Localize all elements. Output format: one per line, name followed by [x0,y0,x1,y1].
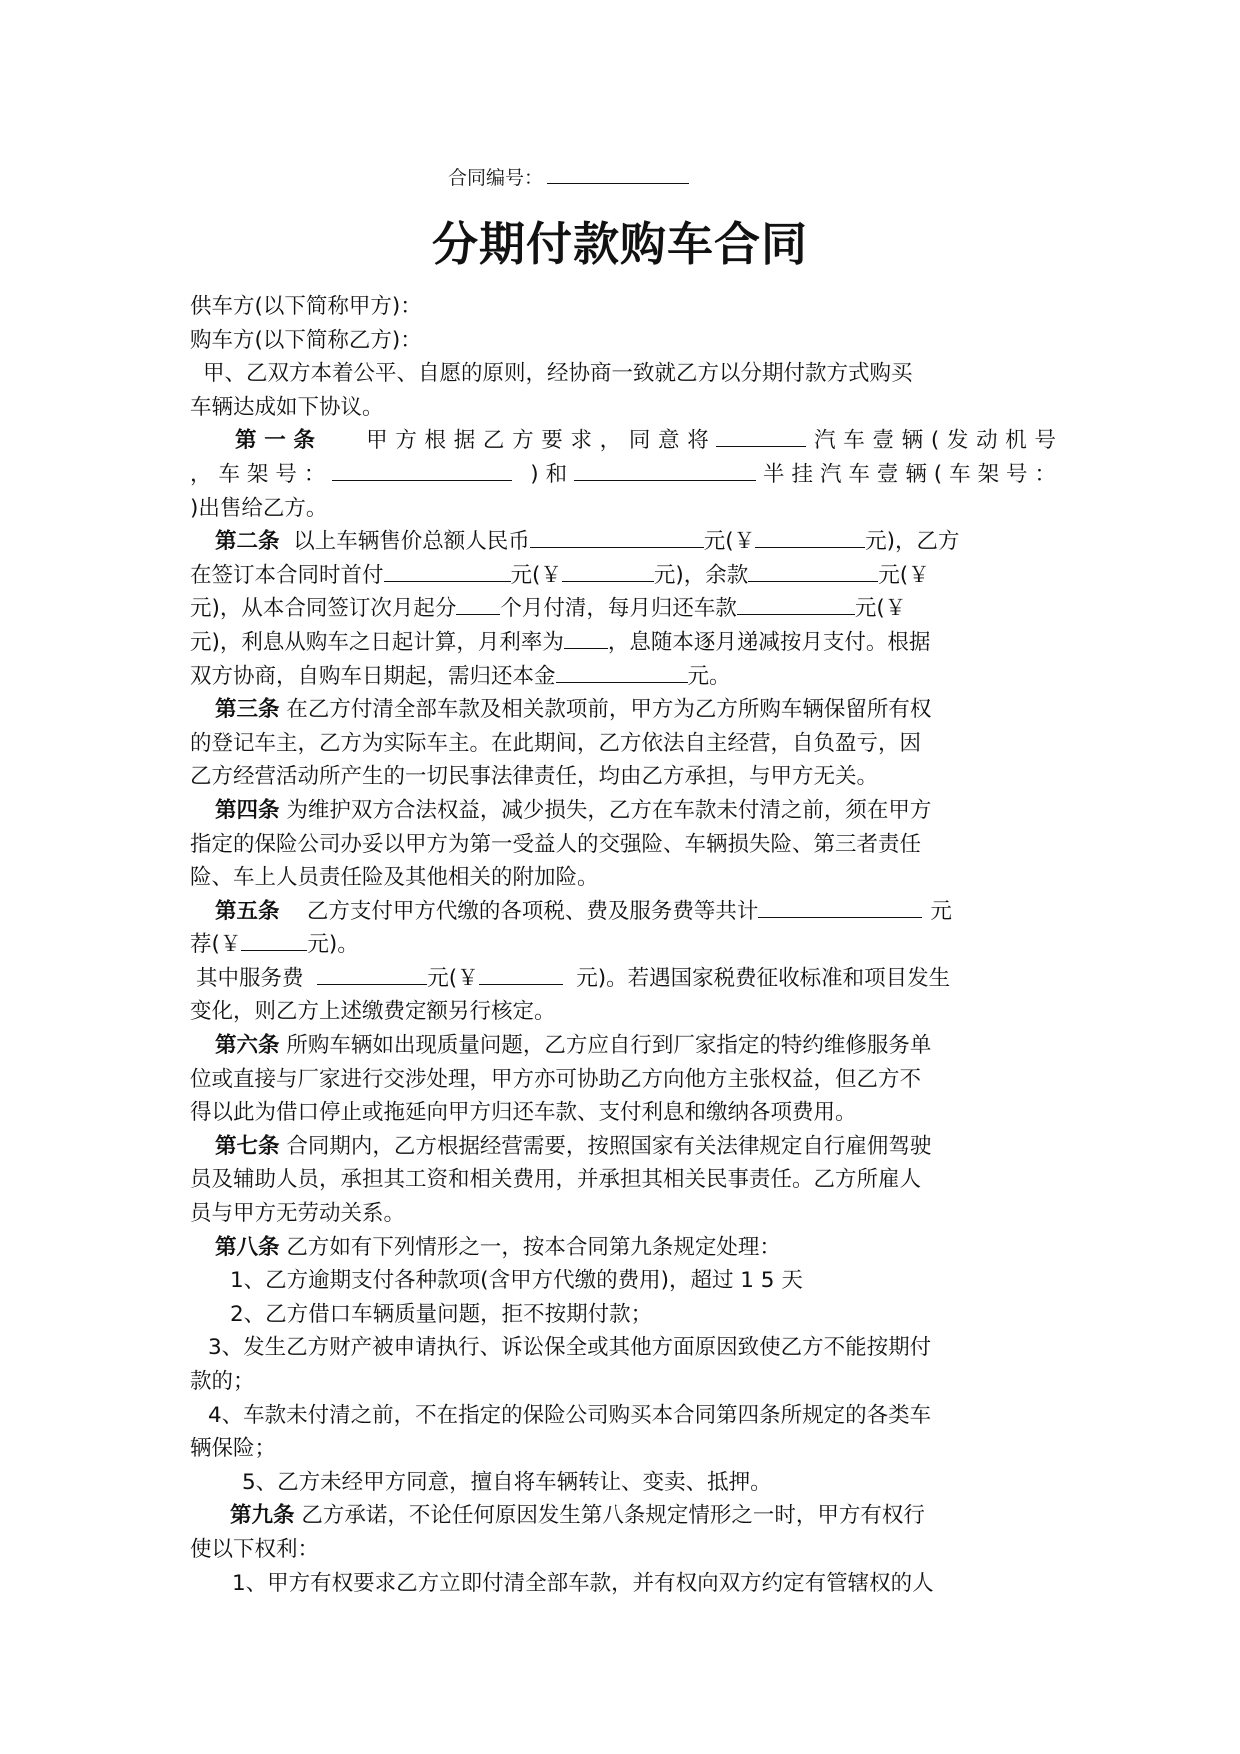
blank-field [556,660,688,683]
article-5-line-3 [190,962,1056,996]
article-8-item-2: 2、乙方借口车辆质量问题，拒不按期付款； [230,1301,653,1327]
article-9-item-1: 1、甲方有权要求乙方立即付清全部车款，并有权向双方约定有管辖权的人 [232,1570,934,1596]
article-2-text: 以上车辆售价总额人民币 [293,529,530,555]
article-2-text: 元)，余款 [653,562,749,588]
article-8-item-1: 1、乙方逾期支付各种款项(含甲方代缴的费用)，超过 1 5 天 [230,1268,803,1294]
article-9-text: 乙方承诺，不论任何原因发生第八条规定情形之一时，甲方有权行 [301,1503,925,1529]
blank-field [574,458,756,481]
article-9-heading: 第九条 [230,1503,295,1529]
seller-line: 供车方(以下简称甲方)： [190,294,422,319]
article-2-text: 双方协商，自购车日期起，需归还本金 [190,663,556,689]
article-8-line-1 [190,1231,1056,1265]
blank-field [755,525,865,548]
article-1-heading: 第一条 [235,428,323,454]
contract-number-blank [547,163,689,184]
article-6-line-3: 得以此为借口停止或拖延向甲方归还车款、支付利息和缴纳各项费用。 [190,1100,857,1126]
article-2-line-5 [190,660,1056,694]
article-4-text: 为维护双方合法权益，减少损失，乙方在车款未付清之前，须在甲方 [286,797,932,823]
article-3-line-1 [190,693,1056,727]
blank-field [384,559,511,582]
buyer-line: 购车方(以下简称乙方)： [190,327,422,353]
article-1-line-1 [190,424,1056,458]
article-3-line-2: 的登记车主，乙方为实际车主。在此期间，乙方依法自主经营，自负盈亏，因 [190,730,922,756]
blank-field [758,895,922,918]
article-8-item-3-cont: 款的； [190,1369,255,1394]
article-5-line-4: 变化，则乙方上述缴费定额另行核定。 [190,999,556,1025]
article-4-heading: 第四条 [215,797,280,823]
article-8-item-3: 3、发生乙方财产被申请执行、诉讼保全或其他方面原因致使乙方不能按期付 [208,1335,932,1361]
blank-field [479,962,563,985]
article-2-heading: 第二条 [215,529,280,555]
article-3-heading: 第三条 [215,697,280,723]
blank-field [748,559,878,582]
article-2-text: 元)，利息从购车之日起计算，月利率为 [190,629,564,655]
article-5-text: 元 [930,898,952,924]
article-1-text: )和 [530,461,575,487]
article-2-text: ，息随本逐月递减按月支付。根据 [607,629,931,655]
article-2-line-3 [190,592,1056,626]
contract-number-line [448,163,689,192]
intro-line-1: 甲、乙双方本着公平、自愿的原则，经协商一致就乙方以分期付款方式购买 [203,361,913,387]
article-3-text: 在乙方付清全部车款及相关款项前，甲方为乙方所购车辆保留所有权 [286,697,932,723]
blank-field [716,424,806,447]
article-7-text: 合同期内，乙方根据经营需要，按照国家有关法律规定自行雇佣驾驶 [286,1133,932,1159]
article-6-text: 所购车辆如出现质量问题，乙方应自行到厂家指定的特约维修服务单 [286,1033,932,1059]
blank-field [332,458,512,481]
article-5-text: 荐(￥ [190,932,242,958]
article-9-line-1 [190,1499,1056,1533]
article-7-line-3: 员与甲方无劳动关系。 [190,1201,406,1227]
article-2-text: 元(￥ [878,562,930,588]
article-5-text: 元)。若遇国家税费征收标准和项目发生 [576,965,951,991]
article-5-line-1 [190,895,1056,929]
article-7-heading: 第七条 [215,1133,280,1159]
article-2-text: 在签订本合同时首付 [190,562,384,588]
article-3-line-3: 乙方经营活动所产生的一切民事法律责任，均由乙方承担，与甲方无关。 [190,764,879,790]
article-2-text: 元)，从本合同签订次月起分 [190,596,457,622]
contract-number-label: 合同编号： [448,167,544,189]
article-5-text: 其中服务费 [196,965,304,991]
article-5-line-2 [190,928,1056,962]
article-4-line-2: 指定的保险公司办妥以甲方为第一受益人的交强险、车辆损失险、第三者责任 [190,831,922,857]
article-2-line-1 [190,525,1056,559]
article-5-text: 乙方支付甲方代缴的各项税、费及服务费等共计 [306,898,759,924]
article-6-heading: 第六条 [215,1033,280,1059]
article-2-text: 元(￥ [510,562,562,588]
article-8-item-5: 5、乙方未经甲方同意，擅自将车辆转让、变卖、抵押。 [242,1469,772,1495]
blank-field [562,559,654,582]
intro-line-2: 车辆达成如下协议。 [190,394,384,420]
article-8-item-4-cont: 辆保险； [190,1436,277,1462]
article-1-text: 半挂汽车壹辆(车架号： [756,461,1056,487]
article-6-line-1 [190,1029,1056,1063]
document-title: 分期付款购车合同 [432,217,808,271]
article-5-heading: 第五条 [215,898,280,924]
contract-body [190,290,1056,1600]
article-2-text: 元)，乙方 [865,529,960,555]
blank-field [564,626,608,649]
article-6-line-2: 位或直接与厂家进行交涉处理，甲方亦可协助乙方向他方主张权益，但乙方不 [190,1066,922,1092]
article-1-line-2 [190,458,1056,492]
article-2-text: 元(￥ [854,596,907,622]
article-1-text: 甲方根据乙方要求，同意将 [366,428,717,454]
article-7-line-1 [190,1130,1056,1164]
article-2-text: 个月付清，每月归还车款 [500,596,737,622]
article-8-text: 乙方如有下列情形之一，按本合同第九条规定处理： [286,1234,781,1260]
blank-field [737,592,855,615]
article-1-text: 汽车壹辆(发动机号 [806,428,1056,454]
article-1-text: ，车架号： [190,461,333,487]
article-8-item-4: 4、车款未付清之前，不在指定的保险公司购买本合同第四条所规定的各类车 [208,1402,932,1428]
article-2-text: 元。 [687,663,731,689]
article-9-line-2: 使以下权利： [190,1536,320,1562]
article-8-heading: 第八条 [215,1234,280,1260]
article-7-line-2: 员及辅助人员，承担其工资和相关费用，并承担其相关民事责任。乙方所雇人 [190,1167,922,1193]
article-2-text: 元(￥ [703,529,756,555]
article-2-line-4 [190,626,1056,660]
blank-field [530,525,704,548]
blank-field [241,928,307,951]
article-5-text: 元)。 [307,932,359,958]
article-5-text: 元(￥ [427,965,479,991]
blank-field [317,962,427,985]
blank-field [456,592,500,615]
article-2-line-2 [190,559,1056,593]
article-1-line-3: )出售给乙方。 [190,495,328,521]
article-4-line-1 [190,794,1056,828]
article-4-line-3: 险、车上人员责任险及其他相关的附加险。 [190,865,599,891]
